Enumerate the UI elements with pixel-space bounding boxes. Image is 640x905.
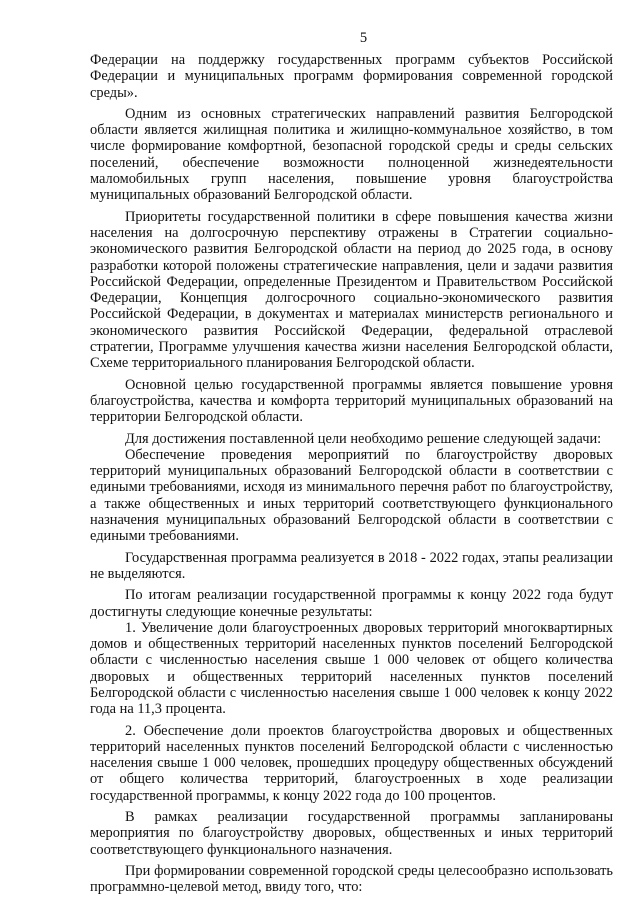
paragraph: 2. Обеспечение доли проектов благоустройства дворовых и общественных территорий населенных пунктов поселений Белгородской области с численностью населения свыше 1 000 человек, прошедших процедуру общественных обсуждений от общего количества территорий, благоустроенных в ходе реализации государственной программы, к концу 2022 года до 100 процентов. xyxy=(90,722,613,804)
paragraph: Для достижения поставленной цели необходимо решение следующей задачи: xyxy=(125,430,602,447)
body-text xyxy=(90,52,613,896)
paragraph: Приоритеты государственной политики в сфере повышения качества жизни населения на долгосрочную перспективу отражены в Стратегии социально-экономического развития Белгородской области на период до 2025 года, в основу разработки которой положены стратегические направления, цели и задачи развития Российской Федерации, определенные Президентом и Правительством Российской Федерации, Концепция долгосрочного социально-экономического развития Российской Федерации, в документах и материалах министерств регионального и экономического развития Российской Федерации, федеральной отраслевой стратегии, Программе улучшения качества жизни населения Белгородской области, Схеме территориального планирования Белгородской области. xyxy=(90,208,613,372)
paragraph: 1. Увеличение доли благоустроенных дворовых территорий многоквартирных домов и общественных территорий населенных пунктов поселений Белгородской области с численностью населения свыше 1 000 человек от общего количества дворовых и общественных территорий населенных пунктов поселений Белгородской области с численностью населения свыше 1 000 человек к концу 2022 года на 11,3 процента. xyxy=(90,619,613,718)
paragraph: В рамках реализации государственной программы запланированы мероприятия по благоустройству дворовых, общественных и иных территорий соответствующего функционального назначения. xyxy=(90,809,613,858)
paragraph: Федерации на поддержку государственных программ субъектов Российской Федерации и муниципальных программ формирования современной городской среды». xyxy=(90,52,613,101)
paragraph: Государственная программа реализуется в 2018 - 2022 годах, этапы реализации не выделяются. xyxy=(90,549,613,582)
paragraph: При формировании современной городской среды целесообразно использовать программно-целевой метод, ввиду того, что: xyxy=(90,862,613,896)
paragraph: Одним из основных стратегических направлений развития Белгородской области является жилищная политика и жилищно-коммунальное хозяйство, в том числе формирование комфортной, безопасной городской среды и среды сельских поселений, обеспечение возможности полноценной жизнедеятельности маломобильных групп населения, повышение уровня благоустройства муниципальных образований Белгородской области. xyxy=(90,105,613,204)
paragraph: По итогам реализации государственной программы к концу 2022 года будут достигнуты следующие конечные результаты: xyxy=(90,587,613,620)
paragraph: Основной целью государственной программы является повышение уровня благоустройства, качества и комфорта территорий муниципальных образований на территории Белгородской области. xyxy=(90,376,613,426)
paragraph: Обеспечение проведения мероприятий по благоустройству дворовых территорий муниципальных образований Белгородской области в соответствии с едиными требованиями, исходя из минимального перечня работ по благоустройству, а также общественных и иных территорий соответствующего функционального назначения муниципальных образований Белгородской области в соответствии с едиными требованиями. xyxy=(90,446,613,545)
page-number: 5 xyxy=(359,30,368,46)
